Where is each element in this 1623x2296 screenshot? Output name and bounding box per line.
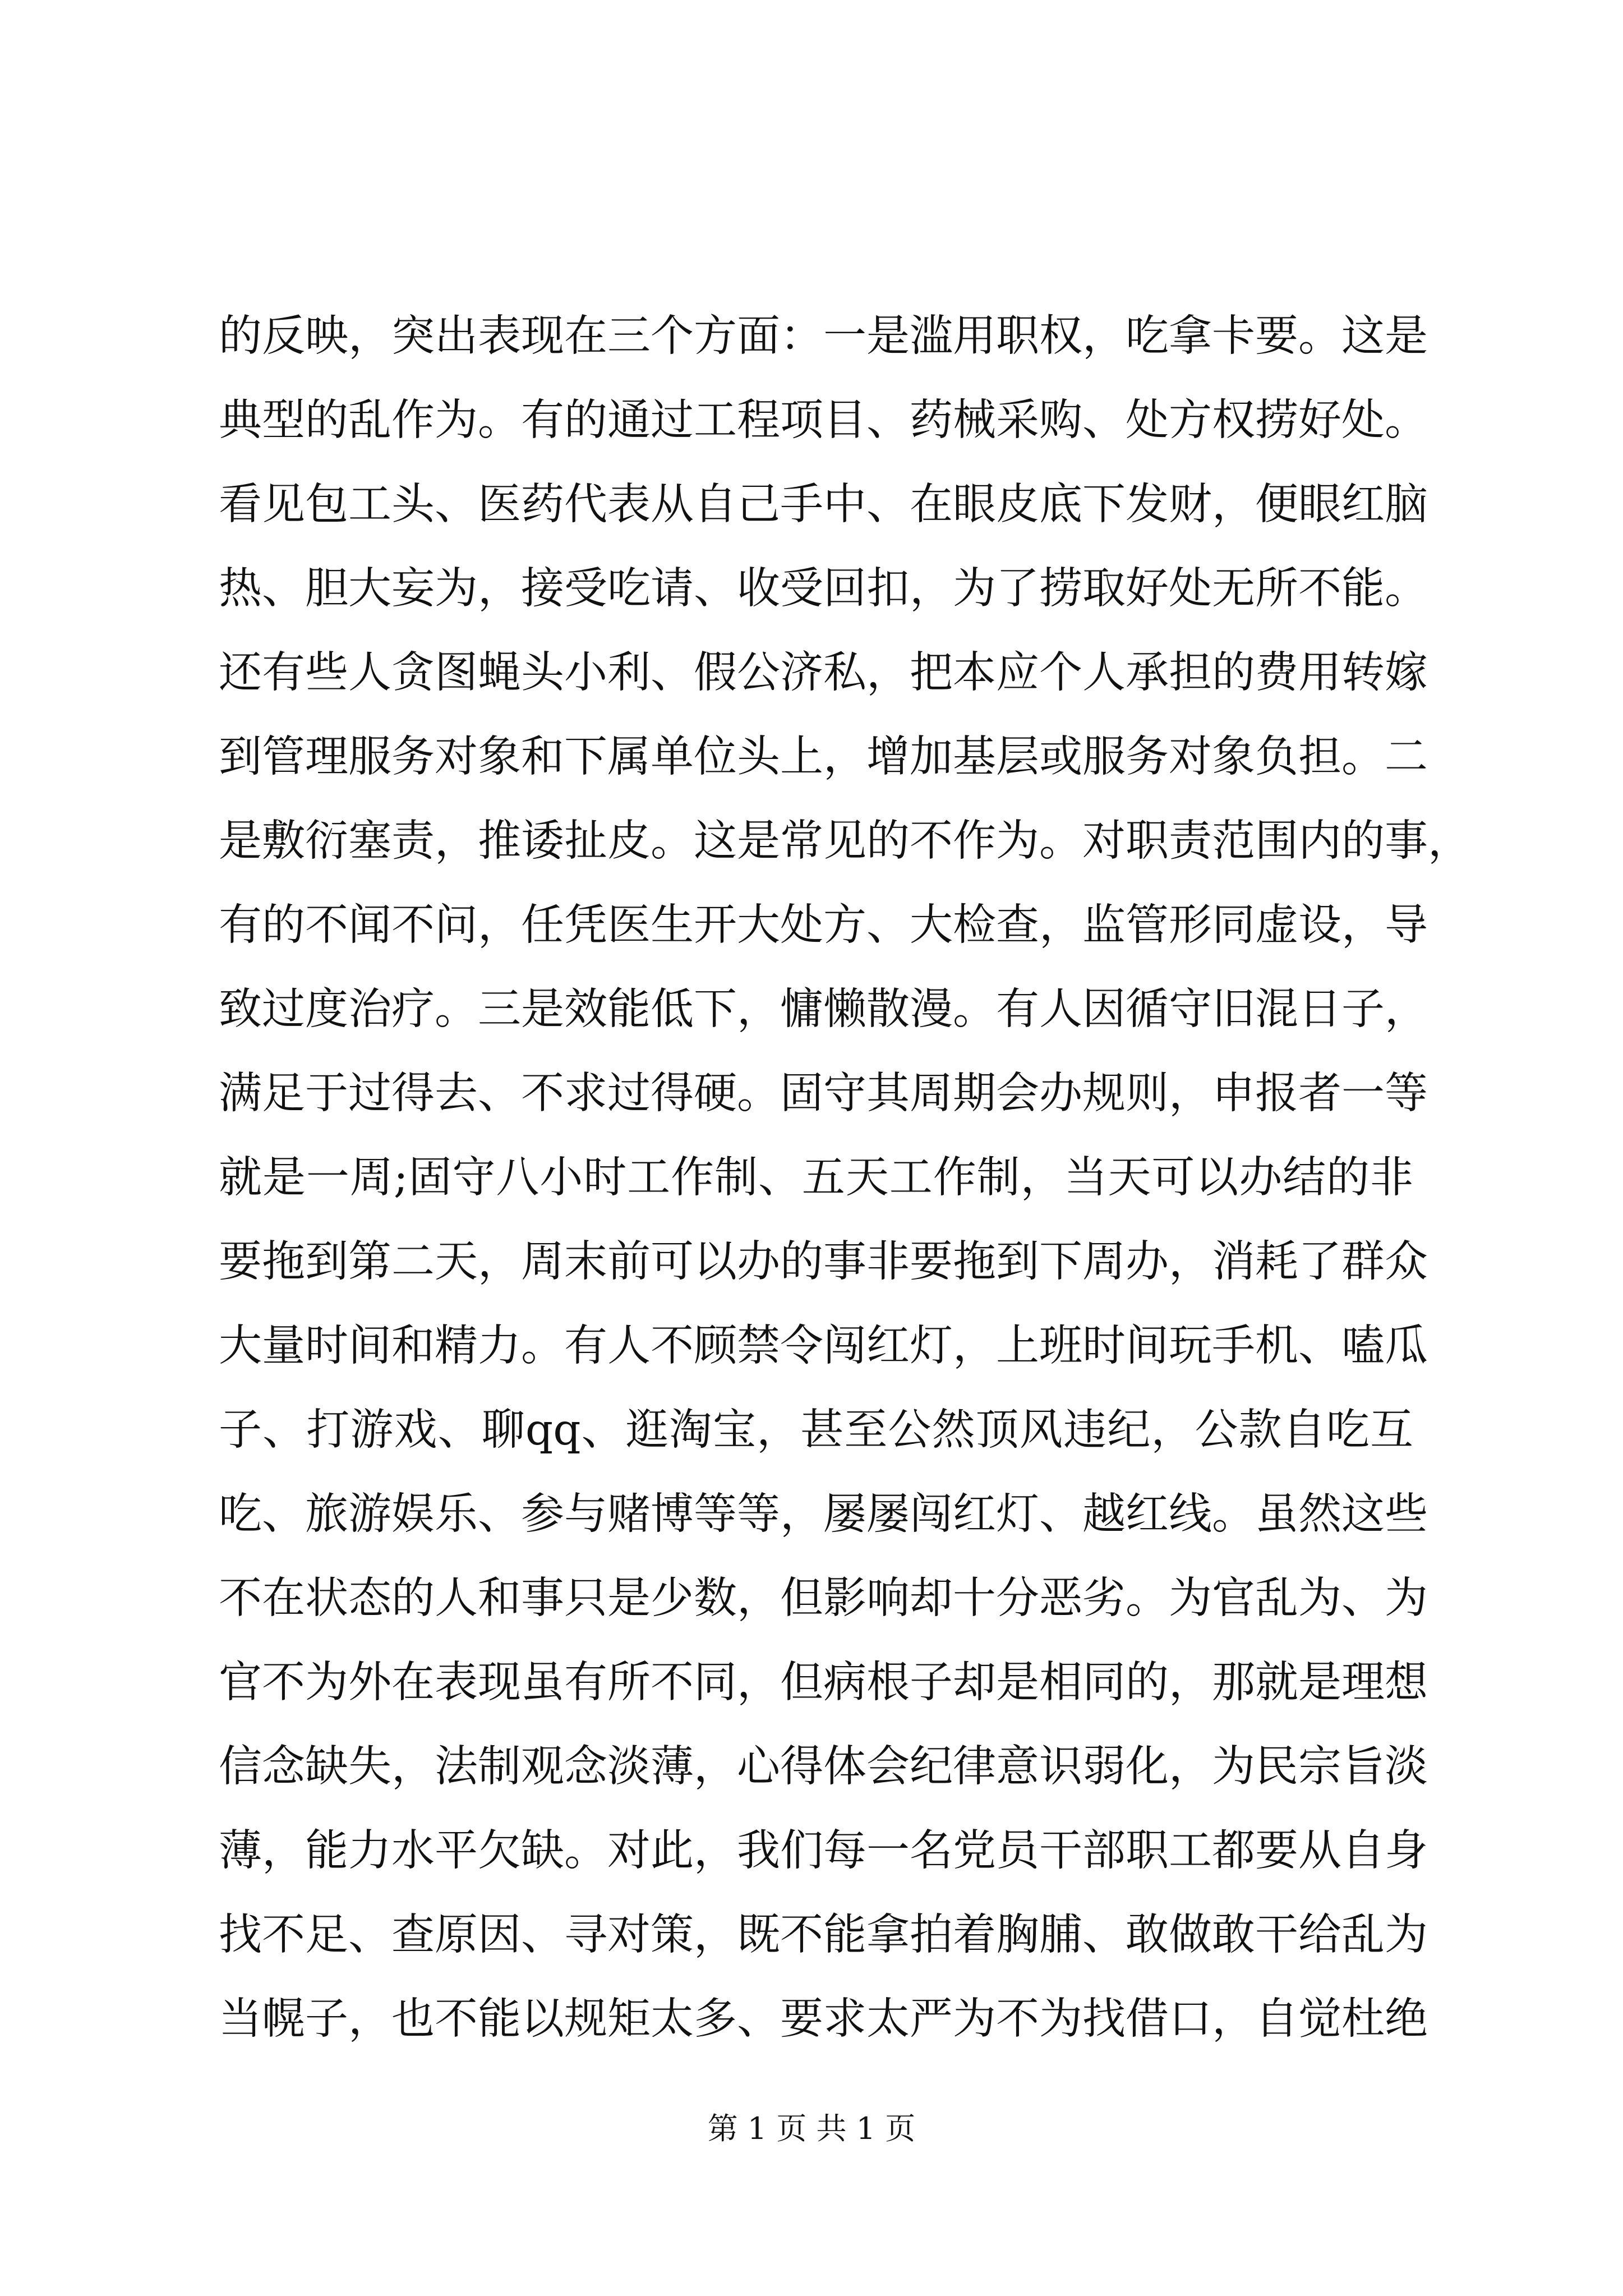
text-line: 不在状态的人和事只是少数，但影响却十分恶劣。为官乱为、为 <box>219 1573 1428 1623</box>
text-line: 找不足、查原因、寻对策，既不能拿拍着胸脯、敢做敢干给乱为 <box>219 1910 1428 1960</box>
text-line: 典型的乱作为。有的通过工程项目、药械采购、处方权捞好处。 <box>219 395 1428 445</box>
text-line: 吃、旅游娱乐、参与赌博等等，屡屡闯红灯、越红线。虽然这些 <box>219 1489 1428 1539</box>
text-line: 有的不闻不问，任凭医生开大处方、大检查，监管形同虚设，导 <box>219 900 1428 950</box>
text-line: 子、打游戏、聊qq、逛淘宝，甚至公然顶风违纪，公款自吃互 <box>219 1405 1413 1455</box>
text-line: 到管理服务对象和下属单位头上，增加基层或服务对象负担。二 <box>219 732 1428 782</box>
text-line: 热、胆大妄为，接受吃请、收受回扣，为了捞取好处无所不能。 <box>219 564 1428 614</box>
text-line: 的反映，突出表现在三个方面：一是滥用职权，吃拿卡要。这是 <box>219 311 1428 361</box>
text-line: 当幌子，也不能以规矩太多、要求太严为不为找借口，自觉杜绝 <box>219 1994 1428 2044</box>
body-text <box>219 295 1471 2062</box>
text-line: 要拖到第二天，周末前可以办的事非要拖到下周办，消耗了群众 <box>219 1237 1428 1287</box>
text-line: 官不为外在表现虽有所不同，但病根子却是相同的，那就是理想 <box>219 1658 1428 1708</box>
text-line: 薄，能力水平欠缺。对此，我们每一名党员干部职工都要从自身 <box>219 1826 1428 1876</box>
text-line: 是敷衍塞责，推诿扯皮。这是常见的不作为。对职责范围内的事， <box>219 816 1471 866</box>
text-line: 致过度治疗。三是效能低下，慵懒散漫。有人因循守旧混日子， <box>219 984 1428 1034</box>
text-line: 就是一周;固守八小时工作制、五天工作制，当天可以办结的非 <box>219 1153 1413 1203</box>
page-footer: 第 1 页 共 1 页 <box>707 2111 916 2146</box>
text-line: 大量时间和精力。有人不顾禁令闯红灯，上班时间玩手机、嗑瓜 <box>219 1321 1428 1371</box>
text-line: 看见包工头、医药代表从自己手中、在眼皮底下发财，便眼红脑 <box>219 480 1428 530</box>
text-line: 还有些人贪图蝇头小利、假公济私，把本应个人承担的费用转嫁 <box>219 648 1428 698</box>
text-line: 满足于过得去、不求过得硬。固守其周期会办规则，申报者一等 <box>219 1069 1428 1119</box>
text-line: 信念缺失，法制观念淡薄，心得体会纪律意识弱化，为民宗旨淡 <box>219 1742 1428 1792</box>
